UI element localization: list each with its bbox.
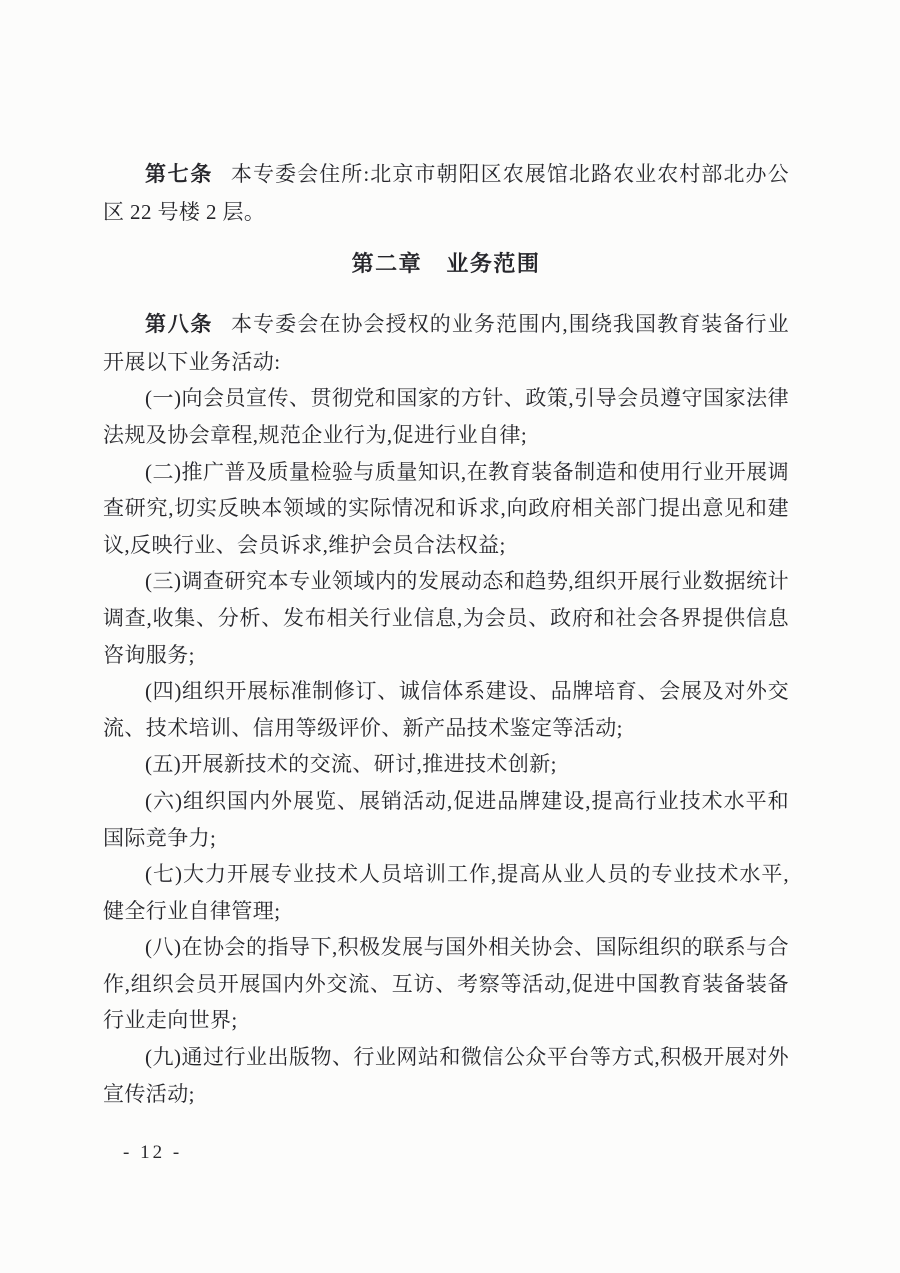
business-item-6: (六)组织国内外展览、展销活动,促进品牌建设,提高行业技术水平和国际竞争力;	[103, 788, 789, 850]
chapter-2-heading	[103, 245, 789, 282]
article-8-paragraph	[103, 306, 789, 380]
business-item-7: (七)大力开展专业技术人员培训工作,提高从业人员的专业技术水平,健全行业自律管理;	[103, 862, 789, 923]
business-item-3: (三)调查研究本专业领域内的发展动态和趋势,组织开展行业数据统计调查,收集、分析、发布相关行业信息,为会员、政府和社会各界提供信息咨询服务;	[103, 569, 789, 667]
business-item-4: (四)组织开展标准制修订、诚信体系建设、品牌培育、会展及对外交流、技术培训、信用等级评价、新产品技术鉴定等活动;	[103, 679, 789, 740]
document-body	[103, 156, 789, 1112]
article-8-text: 本专委会在协会授权的业务范围内,围绕我国教育装备行业开展以下业务活动:	[103, 312, 789, 374]
article-7-number: 第七条	[145, 163, 214, 186]
business-item-2: (二)推广普及质量检验与质量知识,在教育装备制造和使用行业开展调查研究,切实反映本领域的实际情况和诉求,向政府相关部门提出意见和建议,反映行业、会员诉求,维护会员合法权益;	[103, 459, 789, 557]
chapter-2-number: 第二章	[351, 251, 423, 277]
business-item-5: (五)开展新技术的交流、研讨,推进技术创新;	[145, 752, 557, 777]
page-number: - 12 -	[123, 1142, 183, 1163]
business-item-8: (八)在协会的指导下,积极发展与国外相关协会、国际组织的联系与合作,组织会员开展国内外交流、互访、考察等活动,促进中国教育装备装备行业走向世界;	[103, 935, 789, 1033]
business-item-1: (一)向会员宣传、贯彻党和国家的方针、政策,引导会员遵守国家法律法规及协会章程,规范企业行为,促进行业自律;	[103, 386, 789, 447]
article-8-number: 第八条	[145, 313, 214, 337]
article-7-text: 本专委会住所:北京市朝阳区农展馆北路农业农村部北办公区 22 号楼 2 层。	[103, 162, 790, 224]
chapter-2-title: 业务范围	[446, 251, 541, 277]
article-7-paragraph	[103, 156, 789, 230]
business-item-9: (九)通过行业出版物、行业网站和微信公众平台等方式,积极开展对外宣传活动;	[103, 1045, 789, 1106]
